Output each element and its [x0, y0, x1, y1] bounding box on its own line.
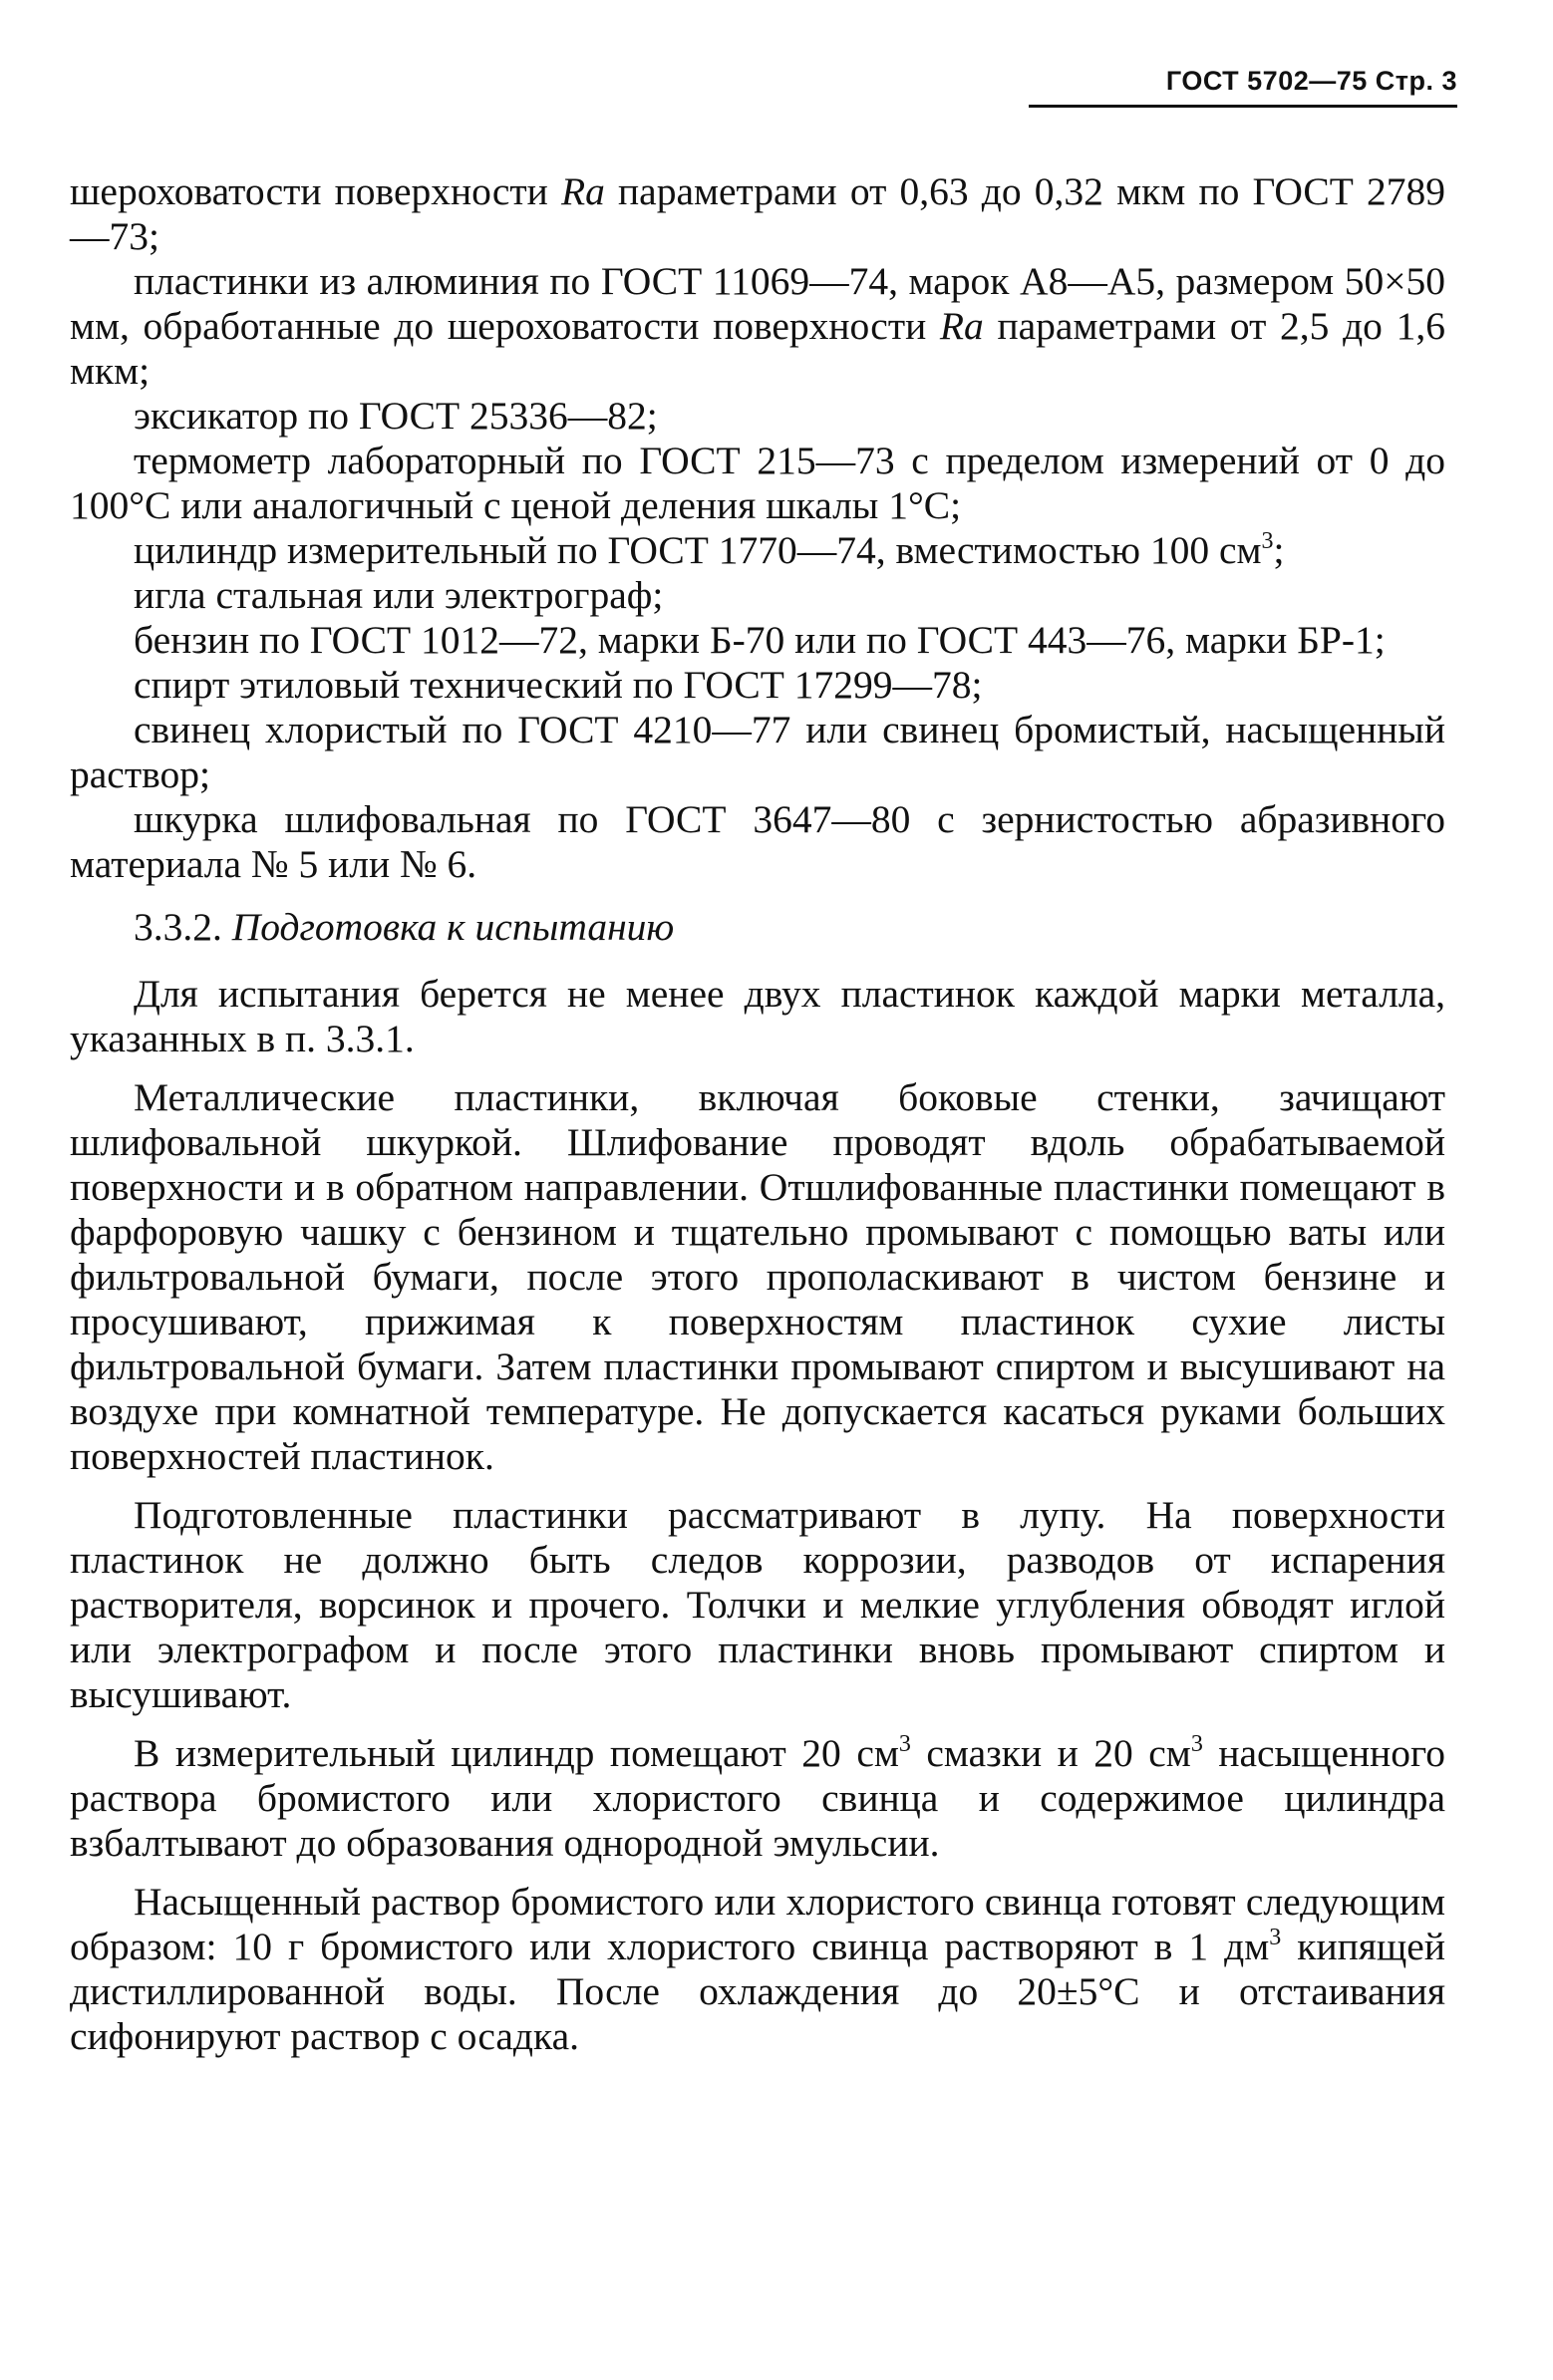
section-heading [70, 905, 1445, 950]
document-body [70, 169, 1445, 2059]
paragraph-inspection: Подготовленные пластинки рассматривают в лупу. На поверхности пластинок не должно быть следов коррозии, разводов от испарения растворителя, ворсинок и прочего. Толчки и мелкие углубления обводят иглой или электрографом и после этого пластинки вновь промывают спиртом и высушивают. [70, 1493, 1445, 1716]
text-fragment: параметрами от 0,63 до 0,32 мкм по ГОСТ 2789—73; [70, 169, 1445, 258]
text-fragment: пластинки из алюминия по ГОСТ 11069—74, марок А8—А5, размером 50×50 мм, обработанные до шероховатости поверхности [70, 259, 1445, 348]
superscript: 3 [1269, 1925, 1282, 1950]
paragraph-lead: свинец хлористый по ГОСТ 4210—77 или свинец бромистый, насыщенный раствор; [70, 708, 1445, 796]
paragraph-cylinder [70, 528, 1445, 573]
paragraph-sample-count: Для испытания берется не менее двух пластинок каждой марки металла, указанных в п. 3.3.1. [70, 972, 1445, 1060]
paragraph-cleaning: Металлические пластинки, включая боковые стенки, зачищают шлифовальной шкуркой. Шлифование проводят вдоль обрабатываемой поверхности и в обратном направлении. Отшлифованные пластинки помещают в фарфоровую чашку с бензином и тщательно промывают с помощью ваты или фильтровальной бумаги, после этого прополаскивают в чистом бензине и просушивают, прижимая к поверхностям пластинок сухие листы фильтровальной бумаги. Затем пластинки промывают спиртом и высушивают на воздухе при комнатной температуре. Не допускается касаться руками больших поверхностей пластинок. [70, 1075, 1445, 1478]
paragraph-aluminium-plates [70, 259, 1445, 394]
text-fragment: шероховатости поверхности [70, 169, 561, 213]
paragraph-emulsion [70, 1731, 1445, 1866]
text-fragment: ; [1273, 528, 1285, 572]
text-fragment: В измерительный цилиндр помещают 20 см [134, 1731, 899, 1775]
paragraph-alcohol: спирт этиловый технический по ГОСТ 17299—78; [134, 663, 983, 707]
ra-symbol: Ra [560, 169, 605, 213]
text-fragment: цилиндр измерительный по ГОСТ 1770—74, вместимостью 100 см [134, 528, 1262, 572]
superscript: 3 [1190, 1731, 1203, 1757]
section-title: Подготовка к испытанию [231, 905, 675, 949]
paragraph-thermometer: термометр лабораторный по ГОСТ 215—73 с пределом измерений от 0 до 100°С или аналогичный с ценой деления шкалы 1°С; [70, 439, 1445, 527]
text-fragment: Насыщенный раствор бромистого или хлористого свинца готовят следующим образом: 10 г бромистого или хлористого свинца растворяют в 1 дм [70, 1880, 1445, 1968]
section-number: 3.3.2. [134, 905, 232, 949]
paragraph-roughness [70, 169, 1445, 259]
paragraph-solution-prep [70, 1880, 1445, 2059]
ra-symbol: Ra [939, 304, 984, 348]
text-fragment: насыщенного раствора бромистого или хлористого свинца и содержимое цилиндра взбалтывают до образования однородной эмульсии. [70, 1731, 1446, 1865]
paragraph-petrol: бензин по ГОСТ 1012—72, марки Б-70 или по ГОСТ 443—76, марки БР-1; [134, 618, 1386, 662]
superscript: 3 [898, 1731, 911, 1757]
text-fragment: параметрами от 2,5 до 1,6 мкм; [70, 304, 1446, 393]
paragraph-needle: игла стальная или электрограф; [134, 573, 664, 617]
text-fragment: кипящей дистиллированной воды. После охлаждения до 20±5°С и отстаивания сифонируют раствор с осадка. [70, 1925, 1445, 2058]
superscript: 3 [1261, 528, 1274, 554]
paragraph-desiccator: эксикатор по ГОСТ 25336—82; [134, 394, 658, 438]
page-header: ГОСТ 5702—75 Стр. 3 [1029, 66, 1457, 108]
paragraph-sandpaper: шкурка шлифовальная по ГОСТ 3647—80 с зернистостью абразивного материала № 5 или № 6. [70, 797, 1445, 886]
text-fragment: смазки и 20 см [910, 1731, 1191, 1775]
